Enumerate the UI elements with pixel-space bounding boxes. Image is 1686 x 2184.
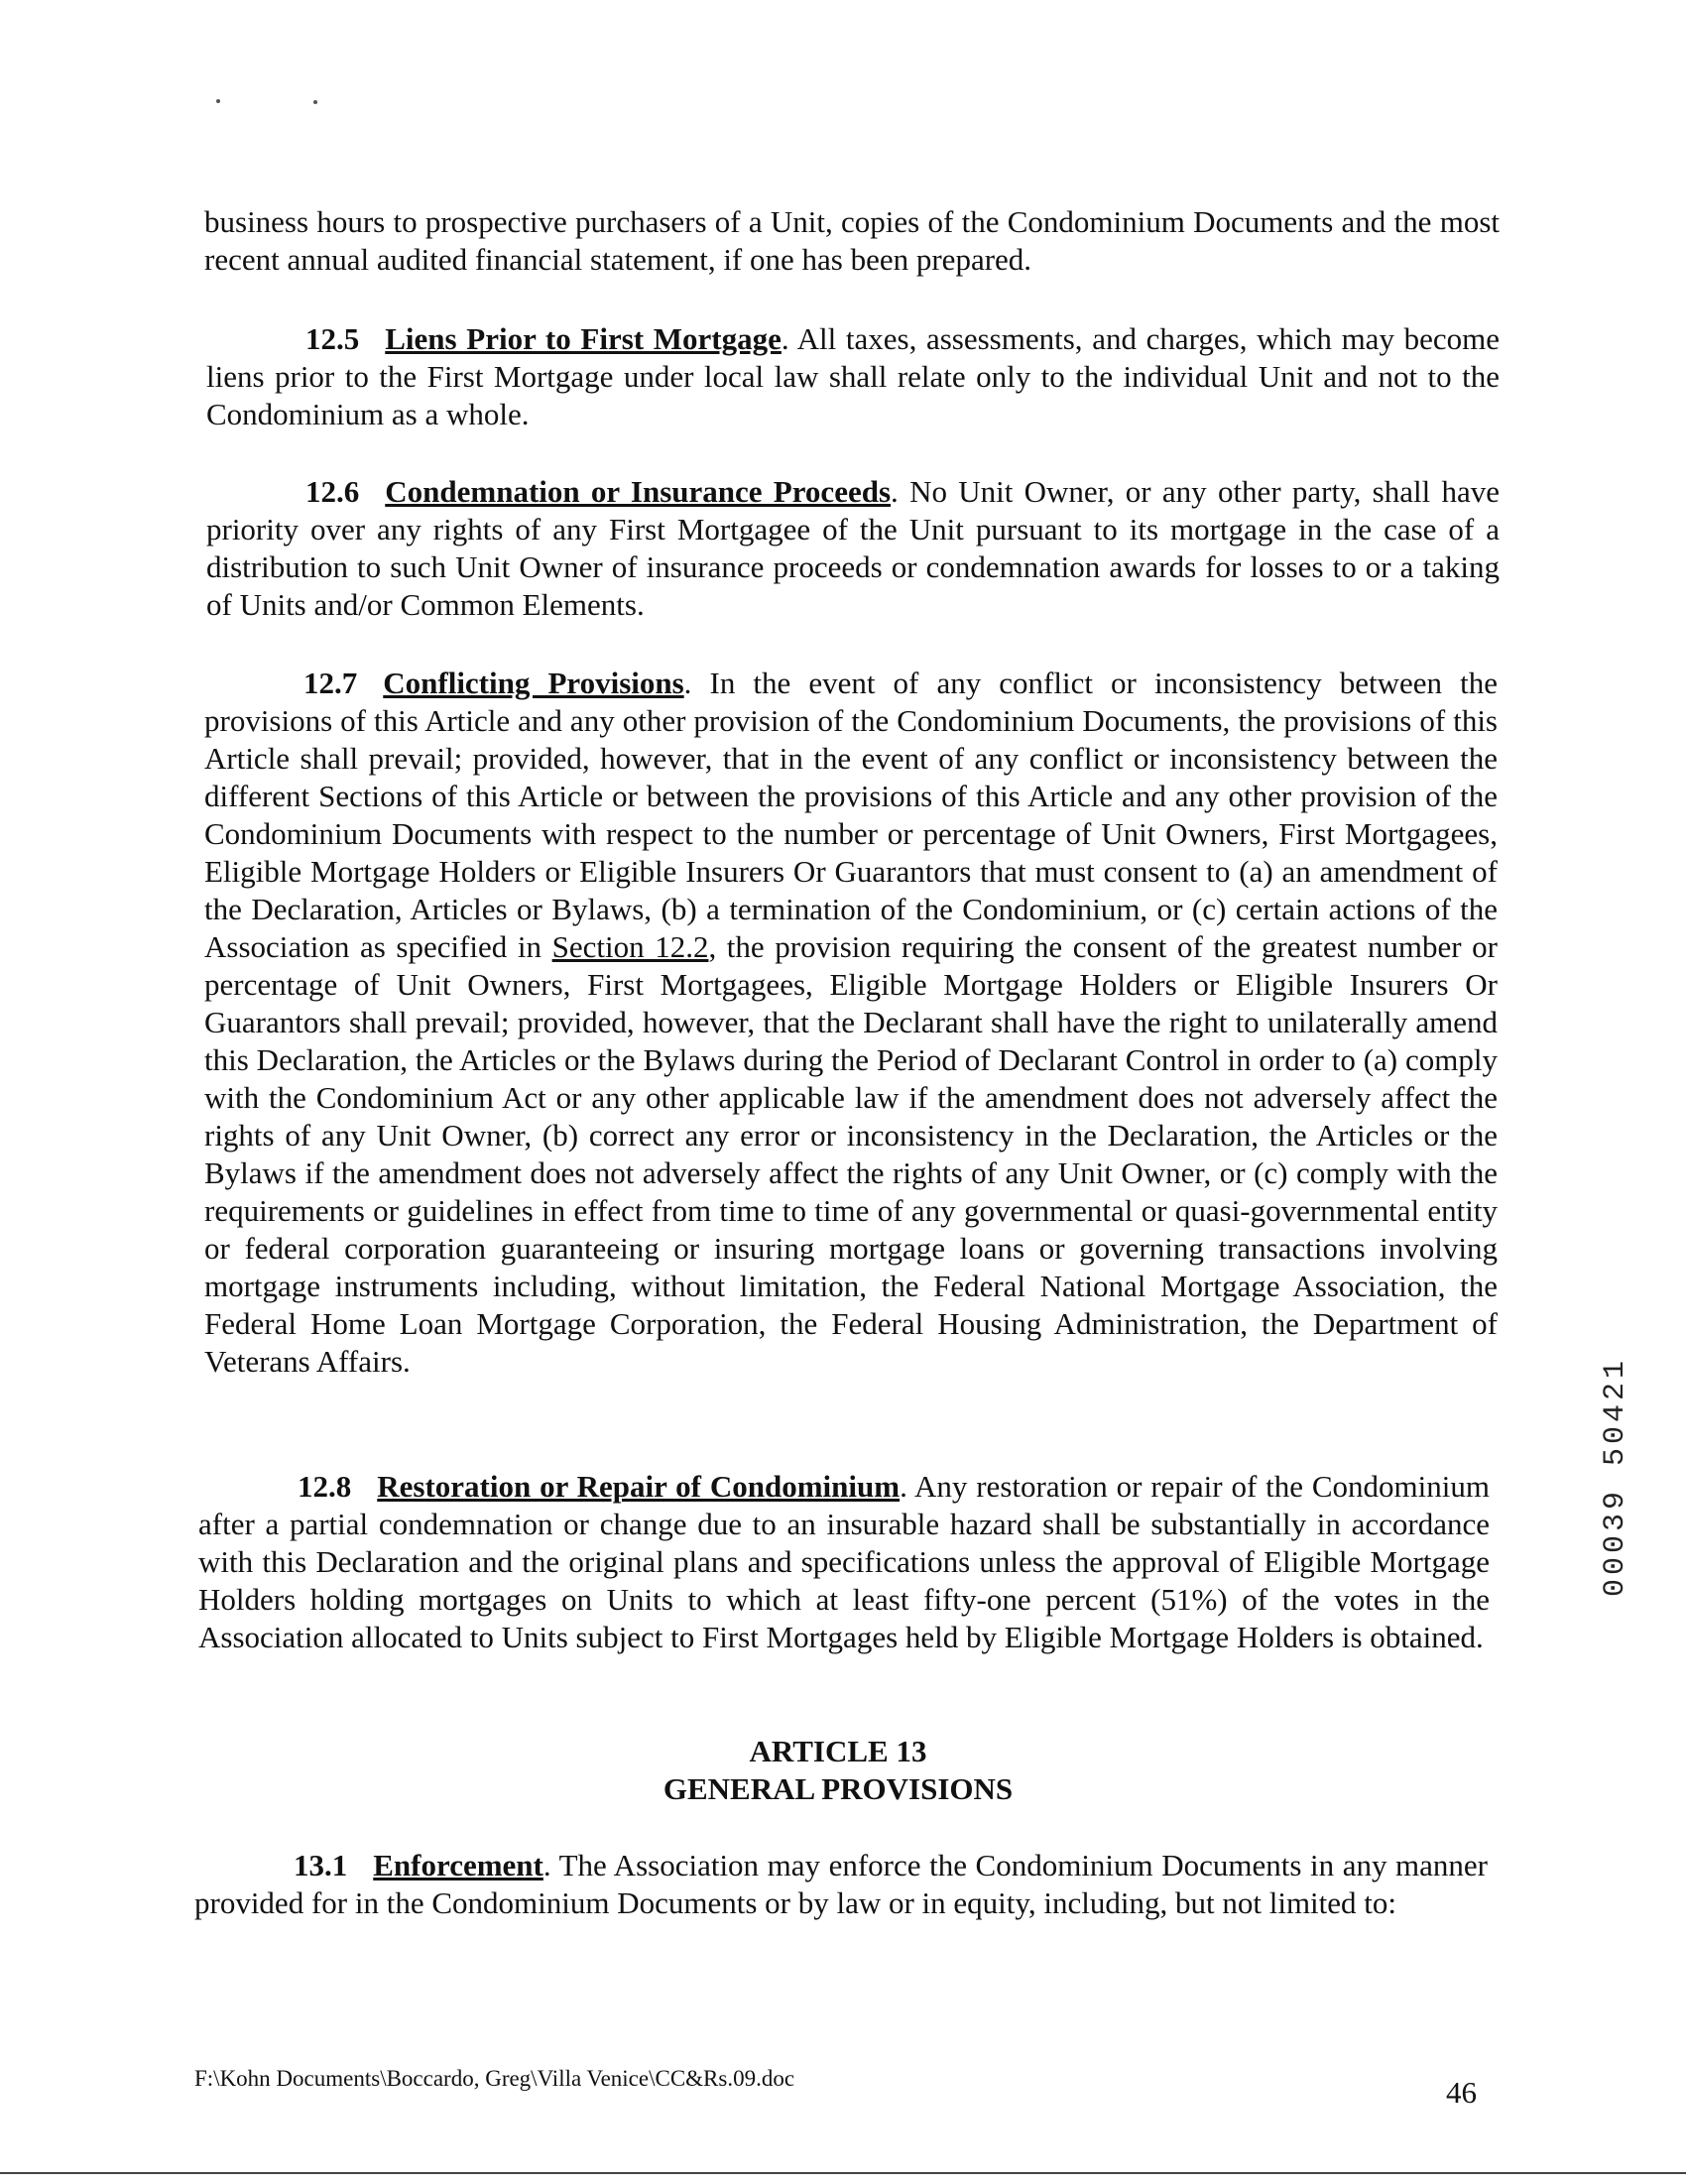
intro-paragraph	[204, 203, 1500, 279]
section-body: . No Unit Owner, or any other party, shall have priority over any rights of any First Mortgagee of the Unit pursuant to its mortgage in the case of a distribution to such Unit Owner of insurance proceeds or condemnation awards for losses to or a taking of Units and/or Common Elements.	[206, 474, 1500, 622]
page-number: 46	[1446, 2075, 1477, 2110]
section-number: 12.6	[305, 474, 360, 509]
section-reference-link: Section 12.2	[551, 929, 709, 964]
scan-specks	[212, 95, 331, 107]
bottom-edge-line	[0, 2172, 1686, 2174]
section-title: Liens Prior to First Mortgage	[385, 321, 782, 356]
section-12-7	[204, 665, 1498, 1381]
article-heading-number: ARTICLE 13	[749, 1734, 927, 1768]
section-title: Restoration or Repair of Condominium	[377, 1469, 901, 1504]
article-heading-title: GENERAL PROVISIONS	[662, 1771, 1014, 1806]
intro-text: business hours to prospective purchasers of a Unit, copies of the Condominium Documents and the most recent annual audited financial statement, if one has been prepared.	[204, 204, 1500, 277]
margin-bates-stamp: 00039 50421	[1599, 1356, 1632, 1597]
section-12-6	[206, 473, 1500, 624]
section-title: Enforcement	[373, 1848, 543, 1882]
section-number: 13.1	[294, 1848, 348, 1882]
section-body: . The Association may enforce the Condominium Documents in any manner provided for in the Condominium Documents or by law or in equity, including, but not limited to:	[194, 1848, 1488, 1920]
section-body-part-b: , the provision requiring the consent of the greatest number or percentage of Unit Owners, First Mortgagees, Eligible Mortgage Holders or Eligible Insurers Or Guarantors shall prevail; provided, however, that the Declarant shall have the right to unilaterally amend this Declaration, the Articles or the Bylaws during the Period of Declarant Control in order to (a) comply with the Condominium Act or any other applicable law if the amendment does not adversely affect the rights of any Unit Owner, (b) correct any error or inconsistency in the Declaration, the Articles or the Bylaws if the amendment does not adversely affect the rights of any Unit Owner, or (c) comply with the requirements or guidelines in effect from time to time of any governmental or quasi-governmental entity or federal corporation guaranteeing or insuring mortgage loans or governing transactions involving mortgage instruments including, without limitation, the Federal National Mortgage Association, the Federal Home Loan Mortgage Corporation, the Federal Housing Administration, the Department of Veterans Affairs.	[204, 929, 1498, 1379]
section-body-part-a: . In the event of any conflict or inconsistency between the provisions of this Article and any other provision of the Condominium Documents, the provisions of this Article shall prevail; provided, however, that in the event of any conflict or inconsistency between the different Sections of this Article or between the provisions of this Article and any other provision of the Condominium Documents with respect to the number or percentage of Unit Owners, First Mortgagees, Eligible Mortgage Holders or Eligible Insurers Or Guarantors that must consent to (a) an amendment of the Declaration, Articles or Bylaws, (b) a termination of the Condominium, or (c) certain actions of the Association as specified in	[204, 666, 1498, 964]
section-number: 12.8	[298, 1469, 352, 1504]
section-12-8	[198, 1468, 1490, 1656]
section-title: Conflicting Provisions	[383, 666, 684, 700]
section-body: . Any restoration or repair of the Condominium after a partial condemnation or change due to an insurable hazard shall be substantially in accordance with this Declaration and the original plans and specifications unless the approval of Eligible Mortgage Holders holding mortgages on Units to which at least fifty-one percent (51%) of the votes in the Association allocated to Units subject to First Mortgages held by Eligible Mortgage Holders is obtained.	[198, 1469, 1490, 1654]
section-number: 12.5	[305, 321, 360, 356]
section-body: . All taxes, assessments, and charges, which may become liens prior to the First Mortgage under local law shall relate only to the individual Unit and not to the Condominium as a whole.	[206, 321, 1500, 431]
section-12-5	[206, 320, 1500, 433]
section-title: Condemnation or Insurance Proceeds	[385, 474, 892, 509]
footer-file-path: F:\Kohn Documents\Boccardo, Greg\Villa Venice\CC&Rs.09.doc	[194, 2066, 795, 2091]
section-number: 12.7	[303, 666, 358, 700]
section-13-1	[194, 1847, 1488, 1922]
